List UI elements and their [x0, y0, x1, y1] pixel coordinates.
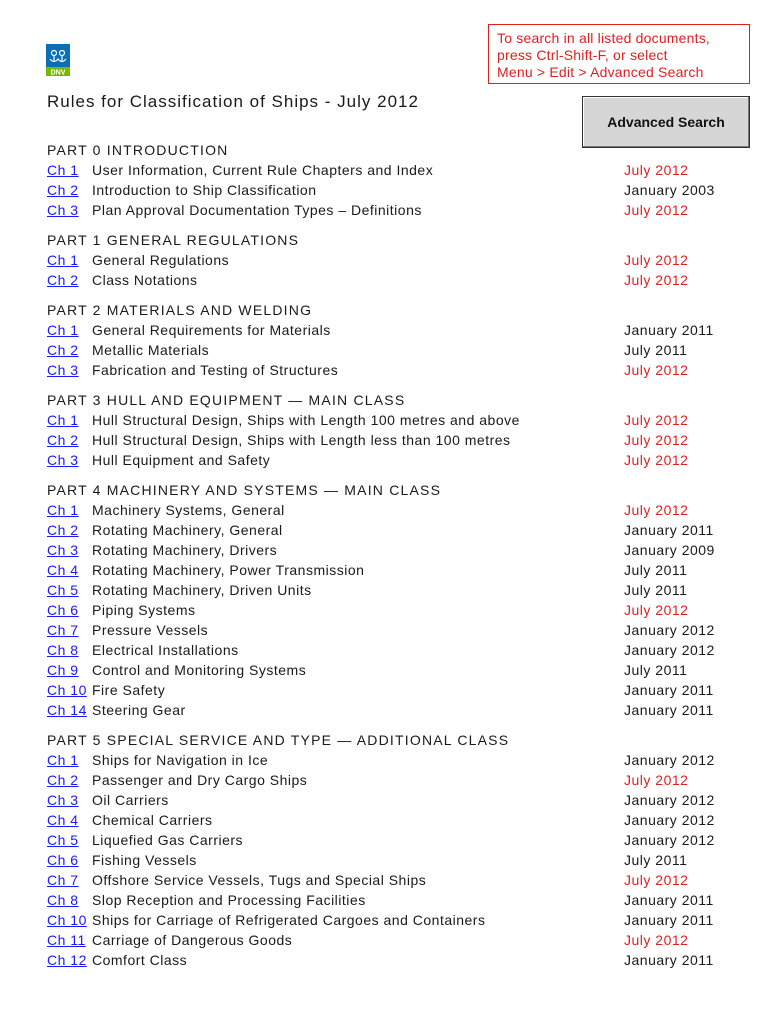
part-title: PART 4 MACHINERY AND SYSTEMS — MAIN CLASS [47, 482, 442, 498]
chapter-date: July 2011 [624, 342, 688, 358]
chapter-row [47, 320, 737, 340]
chapter-name: Class Notations [92, 272, 198, 288]
chapter-name: General Regulations [92, 252, 230, 268]
notice-line: press Ctrl-Shift-F, or select [497, 47, 668, 63]
chapter-link[interactable]: Ch 1 [47, 412, 79, 428]
chapter-row [47, 540, 737, 560]
chapter-link[interactable]: Ch 10 [47, 912, 87, 928]
chapter-name: Comfort Class [92, 952, 188, 968]
chapter-link[interactable]: Ch 8 [47, 642, 79, 658]
chapter-link[interactable]: Ch 5 [47, 582, 79, 598]
chapter-name: General Requirements for Materials [92, 322, 331, 338]
part-section [47, 390, 737, 470]
chapter-row [47, 250, 737, 270]
chapter-name: Steering Gear [92, 702, 186, 718]
chapter-link[interactable]: Ch 7 [47, 622, 79, 638]
chapter-link[interactable]: Ch 4 [47, 562, 79, 578]
document-title: Rules for Classification of Ships - July 2012 [47, 92, 419, 111]
chapter-date: January 2011 [624, 322, 714, 338]
chapter-row [47, 270, 737, 290]
chapter-link[interactable]: Ch 3 [47, 362, 79, 378]
chapter-name: Plan Approval Documentation Types – Definitions [92, 202, 422, 218]
chapter-link[interactable]: Ch 3 [47, 792, 79, 808]
chapter-name: Introduction to Ship Classification [92, 182, 317, 198]
chapter-date: January 2003 [624, 182, 715, 198]
chapter-name: Piping Systems [92, 602, 196, 618]
chapter-date: July 2012 [624, 772, 689, 788]
notice-line: To search in all listed documents, [497, 30, 711, 46]
chapter-date: July 2012 [624, 162, 689, 178]
chapter-row [47, 500, 737, 520]
chapter-link[interactable]: Ch 2 [47, 772, 79, 788]
chapter-row [47, 890, 737, 910]
chapter-link[interactable]: Ch 2 [47, 432, 79, 448]
chapter-date: July 2011 [624, 662, 688, 678]
chapter-link[interactable]: Ch 6 [47, 602, 79, 618]
chapter-name: Liquefied Gas Carriers [92, 832, 244, 848]
chapter-row [47, 950, 737, 970]
chapter-link[interactable]: Ch 2 [47, 342, 79, 358]
chapter-row [47, 640, 737, 660]
table-of-contents [47, 140, 737, 980]
chapter-name: Fire Safety [92, 682, 166, 698]
chapter-row [47, 790, 737, 810]
part-title: PART 0 INTRODUCTION [47, 142, 229, 158]
chapter-date: January 2011 [624, 892, 714, 908]
chapter-date: July 2012 [624, 932, 689, 948]
chapter-row [47, 340, 737, 360]
chapter-link[interactable]: Ch 2 [47, 182, 79, 198]
chapter-name: User Information, Current Rule Chapters and Index [92, 162, 434, 178]
chapter-date: January 2012 [624, 832, 715, 848]
chapter-name: Electrical Installations [92, 642, 239, 658]
part-section [47, 140, 737, 220]
chapter-row [47, 620, 737, 640]
chapter-link[interactable]: Ch 1 [47, 162, 79, 178]
chapter-row [47, 660, 737, 680]
chapter-date: January 2011 [624, 912, 714, 928]
chapter-link[interactable]: Ch 1 [47, 322, 79, 338]
chapter-row [47, 160, 737, 180]
chapter-name: Ships for Navigation in Ice [92, 752, 269, 768]
dnv-logo-icon [46, 44, 70, 76]
chapter-date: January 2011 [624, 522, 714, 538]
part-title: PART 3 HULL AND EQUIPMENT — MAIN CLASS [47, 392, 406, 408]
chapter-name: Rotating Machinery, General [92, 522, 283, 538]
chapter-name: Carriage of Dangerous Goods [92, 932, 293, 948]
part-section [47, 730, 737, 970]
chapter-name: Passenger and Dry Cargo Ships [92, 772, 308, 788]
chapter-name: Machinery Systems, General [92, 502, 285, 518]
chapter-name: Metallic Materials [92, 342, 210, 358]
part-section [47, 480, 737, 720]
chapter-row [47, 600, 737, 620]
chapter-row [47, 200, 737, 220]
chapter-row [47, 680, 737, 700]
logo-text: DNV [50, 69, 66, 76]
chapter-row [47, 770, 737, 790]
chapter-link[interactable]: Ch 9 [47, 662, 79, 678]
chapter-name: Rotating Machinery, Power Transmission [92, 562, 365, 578]
chapter-link[interactable]: Ch 1 [47, 502, 79, 518]
chapter-link[interactable]: Ch 14 [47, 702, 87, 718]
search-notice [488, 24, 750, 84]
chapter-row [47, 180, 737, 200]
chapter-link[interactable]: Ch 3 [47, 202, 79, 218]
chapter-link[interactable]: Ch 2 [47, 522, 79, 538]
chapter-date: July 2012 [624, 272, 689, 288]
chapter-date: January 2012 [624, 792, 715, 808]
chapter-link[interactable]: Ch 3 [47, 542, 79, 558]
chapter-link[interactable]: Ch 7 [47, 872, 79, 888]
part-title: PART 5 SPECIAL SERVICE AND TYPE — ADDITIONAL CLASS [47, 732, 510, 748]
chapter-name: Slop Reception and Processing Facilities [92, 892, 366, 908]
part-title: PART 2 MATERIALS AND WELDING [47, 302, 313, 318]
chapter-row [47, 430, 737, 450]
chapter-date: July 2012 [624, 202, 689, 218]
chapter-name: Rotating Machinery, Driven Units [92, 582, 312, 598]
chapter-link[interactable]: Ch 1 [47, 752, 79, 768]
chapter-row [47, 910, 737, 930]
chapter-row [47, 830, 737, 850]
chapter-link[interactable]: Ch 4 [47, 812, 79, 828]
chapter-date: January 2011 [624, 952, 714, 968]
chapter-link[interactable]: Ch 5 [47, 832, 79, 848]
chapter-name: Hull Equipment and Safety [92, 452, 271, 468]
chapter-row [47, 580, 737, 600]
chapter-name: Ships for Carriage of Refrigerated Cargoes and Containers [92, 912, 486, 928]
chapter-row [47, 870, 737, 890]
chapter-date: July 2012 [624, 872, 689, 888]
chapter-name: Hull Structural Design, Ships with Length 100 metres and above [92, 412, 520, 428]
chapter-link[interactable]: Ch 1 [47, 252, 79, 268]
chapter-row [47, 700, 737, 720]
chapter-date: July 2012 [624, 502, 689, 518]
chapter-name: Rotating Machinery, Drivers [92, 542, 278, 558]
chapter-link[interactable]: Ch 6 [47, 852, 79, 868]
chapter-date: January 2012 [624, 622, 715, 638]
chapter-link[interactable]: Ch 8 [47, 892, 79, 908]
chapter-date: January 2009 [624, 542, 715, 558]
chapter-date: July 2012 [624, 432, 689, 448]
chapter-name: Hull Structural Design, Ships with Length less than 100 metres [92, 432, 511, 448]
chapter-row [47, 410, 737, 430]
notice-line: Menu > Edit > Advanced Search [497, 64, 704, 80]
chapter-date: July 2011 [624, 562, 688, 578]
chapter-date: July 2012 [624, 362, 689, 378]
part-title: PART 1 GENERAL REGULATIONS [47, 232, 300, 248]
chapter-link[interactable]: Ch 3 [47, 452, 79, 468]
chapter-name: Offshore Service Vessels, Tugs and Special Ships [92, 872, 427, 888]
chapter-date: July 2012 [624, 452, 689, 468]
part-section [47, 230, 737, 290]
chapter-link[interactable]: Ch 12 [47, 952, 87, 968]
chapter-name: Fabrication and Testing of Structures [92, 362, 339, 378]
chapter-row [47, 810, 737, 830]
chapter-name: Control and Monitoring Systems [92, 662, 307, 678]
part-section [47, 300, 737, 380]
chapter-link[interactable]: Ch 11 [47, 932, 86, 948]
chapter-name: Chemical Carriers [92, 812, 213, 828]
advanced-search-button[interactable]: Advanced Search [582, 96, 750, 148]
chapter-date: January 2011 [624, 682, 714, 698]
chapter-date: July 2011 [624, 852, 688, 868]
chapter-row [47, 360, 737, 380]
chapter-date: January 2012 [624, 812, 715, 828]
chapter-name: Pressure Vessels [92, 622, 209, 638]
chapter-link[interactable]: Ch 2 [47, 272, 79, 288]
chapter-row [47, 850, 737, 870]
chapter-row [47, 520, 737, 540]
chapter-row [47, 450, 737, 470]
chapter-row [47, 560, 737, 580]
chapter-date: July 2012 [624, 252, 689, 268]
chapter-link[interactable]: Ch 10 [47, 682, 87, 698]
chapter-date: July 2011 [624, 582, 688, 598]
chapter-name: Fishing Vessels [92, 852, 197, 868]
chapter-row [47, 750, 737, 770]
chapter-date: January 2012 [624, 642, 715, 658]
chapter-name: Oil Carriers [92, 792, 169, 808]
chapter-date: January 2011 [624, 702, 714, 718]
chapter-date: January 2012 [624, 752, 715, 768]
chapter-date: July 2012 [624, 602, 689, 618]
chapter-row [47, 930, 737, 950]
chapter-date: July 2012 [624, 412, 689, 428]
